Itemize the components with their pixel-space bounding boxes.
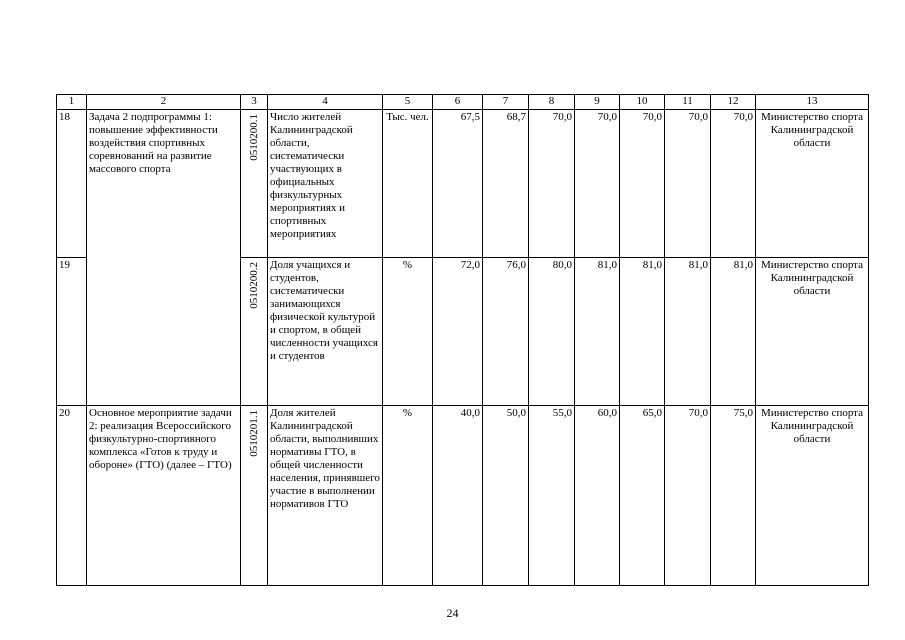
indicator-name: Доля учащихся и студентов, систематически занимающихся физической культурой и спортом, в общей численности учащихся и студентов	[268, 258, 383, 406]
indicator-name: Число жителей Калининградской области, систематически участвующих в официальных физкультурных мероприятиях и спортивных мероприятиях	[268, 110, 383, 258]
value-cell: 65,0	[620, 406, 665, 586]
task-cell: Основное мероприятие задачи 2: реализация Всероссийского физкультурно-спортивного комплекса «Готов к труду и обороне» (ГТО) (далее – ГТО)	[87, 406, 241, 586]
indicator-code-text: 0510200.1	[248, 114, 260, 161]
responsible-cell: Министерство спорта Калининградской области	[756, 110, 869, 258]
table-row	[57, 110, 869, 258]
indicators-table	[56, 94, 869, 586]
column-header: 8	[529, 95, 575, 110]
value-cell: 60,0	[575, 406, 620, 586]
value-cell: 81,0	[620, 258, 665, 406]
column-header: 7	[483, 95, 529, 110]
row-number: 19	[57, 258, 87, 406]
value-cell: 81,0	[575, 258, 620, 406]
value-cell: 70,0	[665, 406, 711, 586]
value-cell: 70,0	[620, 110, 665, 258]
column-header: 4	[268, 95, 383, 110]
column-header: 6	[433, 95, 483, 110]
column-header: 5	[383, 95, 433, 110]
value-cell: 70,0	[575, 110, 620, 258]
value-cell: 75,0	[711, 406, 756, 586]
value-cell: 55,0	[529, 406, 575, 586]
value-cell: 70,0	[711, 110, 756, 258]
responsible-cell: Министерство спорта Калининградской области	[756, 406, 869, 586]
table-row	[57, 406, 869, 586]
indicator-code	[241, 406, 268, 586]
page-number: 24	[446, 606, 459, 620]
column-header: 12	[711, 95, 756, 110]
value-cell: 68,7	[483, 110, 529, 258]
value-cell: 67,5	[433, 110, 483, 258]
responsible-cell: Министерство спорта Калининградской области	[756, 258, 869, 406]
indicator-code-text: 0510201.1	[248, 410, 260, 457]
column-header: 2	[87, 95, 241, 110]
indicator-code	[241, 110, 268, 258]
value-cell: 81,0	[665, 258, 711, 406]
unit-cell: %	[383, 406, 433, 586]
indicator-code-text: 0510200.2	[248, 262, 260, 309]
value-cell: 81,0	[711, 258, 756, 406]
value-cell: 70,0	[529, 110, 575, 258]
unit-cell: Тыс. чел.	[383, 110, 433, 258]
indicator-name: Доля жителей Калининградской области, выполнивших нормативы ГТО, в общей численности населения, принявшего участие в выполнении нормативов ГТО	[268, 406, 383, 586]
value-cell: 50,0	[483, 406, 529, 586]
header-row	[57, 95, 869, 110]
value-cell: 76,0	[483, 258, 529, 406]
value-cell: 40,0	[433, 406, 483, 586]
indicator-code	[241, 258, 268, 406]
column-header: 3	[241, 95, 268, 110]
row-number: 18	[57, 110, 87, 258]
row-number: 20	[57, 406, 87, 586]
unit-cell: %	[383, 258, 433, 406]
value-cell: 72,0	[433, 258, 483, 406]
task-cell: Задача 2 подпрограммы 1: повышение эффективности воздействия спортивных соревнований на развитие массового спорта	[87, 110, 241, 406]
column-header: 10	[620, 95, 665, 110]
value-cell: 70,0	[665, 110, 711, 258]
column-header: 1	[57, 95, 87, 110]
column-header: 13	[756, 95, 869, 110]
value-cell: 80,0	[529, 258, 575, 406]
column-header: 9	[575, 95, 620, 110]
column-header: 11	[665, 95, 711, 110]
